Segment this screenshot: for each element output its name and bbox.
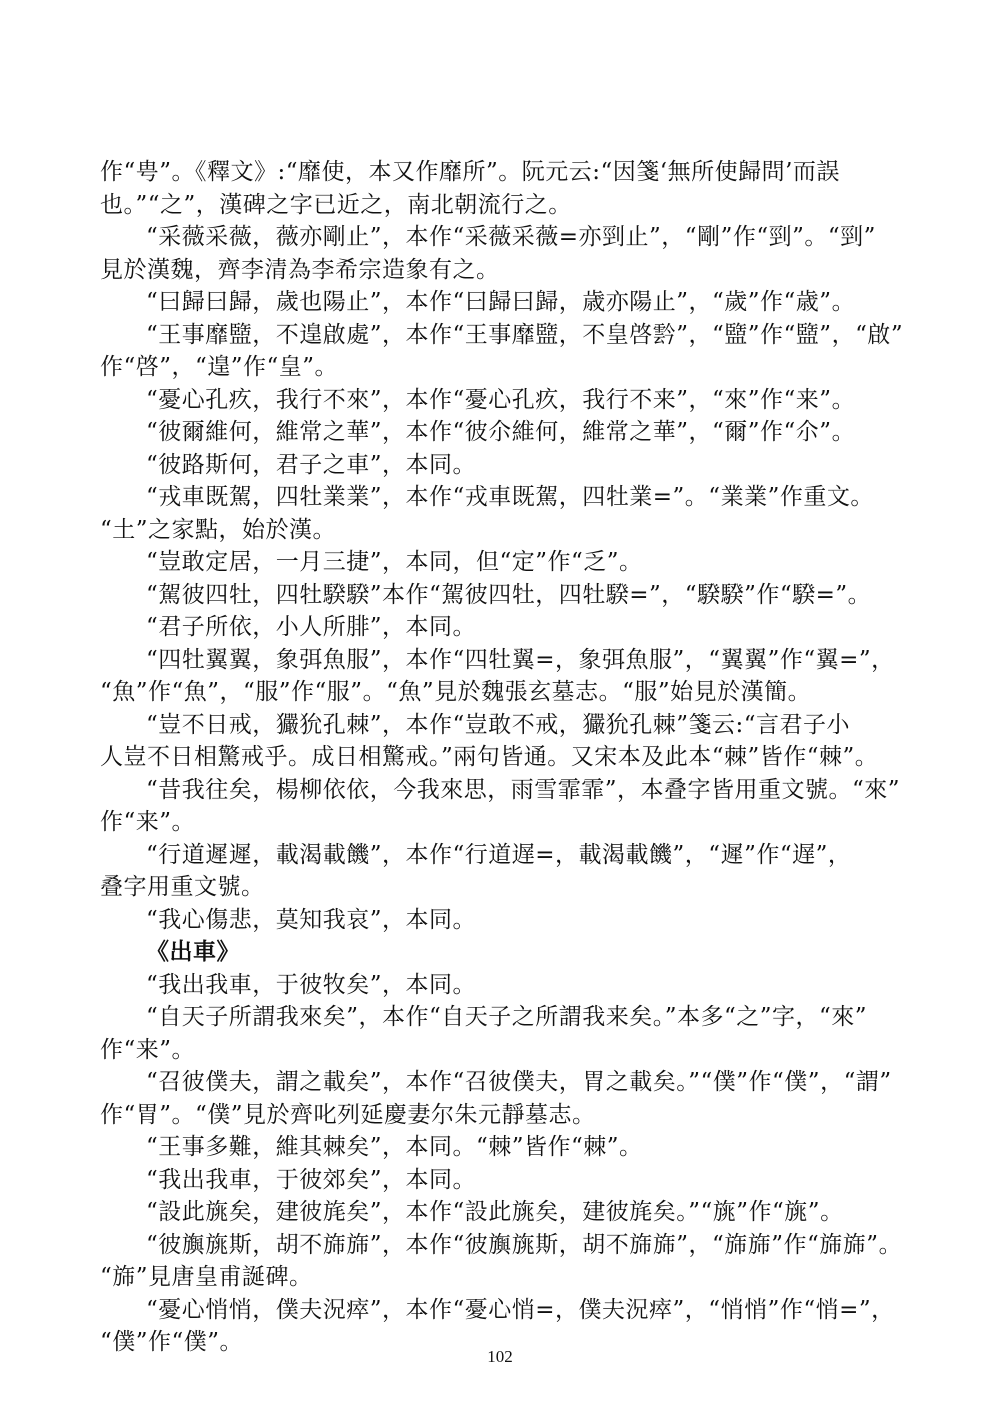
text-line: “彼路斯何，君子之車”，本同。 <box>146 451 477 478</box>
text-line: 也。”“之”，漢碑之字已近之，南北朝流行之。 <box>100 191 572 218</box>
text-line: “僕”作“僕”。 <box>100 1329 244 1355</box>
text-line: 見於漢魏，齊李清為李希宗造象有之。 <box>100 256 500 283</box>
text-line: “王事靡盬，不遑啟處”，本作“王事靡盬，不皇啓霒”，“盬”作“盬”，“啟” <box>146 321 904 348</box>
text-line: “昔我往矣，楊柳依依，今我來思，雨雪霏霏”，本叠字皆用重文號。“來” <box>146 776 901 803</box>
text-line: “憂心孔疚，我行不來”，本作“憂心孔疚，我行不来”，“來”作“来”。 <box>146 386 856 413</box>
page-body <box>100 156 904 1359</box>
text-line: “魚”作“魚”，“服”作“服”。“魚”見於魏張玄墓志。“服”始見於漢簡。 <box>100 679 812 705</box>
page-number: 102 <box>487 1347 513 1366</box>
text-line: 作“胃”。“僕”見於齊叱列延慶妻尔朱元靜墓志。 <box>100 1101 596 1128</box>
text-line: “設此旐矣，建彼旄矣”，本作“設此旐矣，建彼旄矣。”“旐”作“旐”。 <box>146 1199 844 1225</box>
text-line: “我出我車，于彼牧矣”，本同。 <box>146 971 477 998</box>
text-line: “豈不日戒，玁狁孔棘”，本作“豈敢不戒，玁狁孔棘”箋云:“言君子小 <box>146 711 851 738</box>
section-heading: 《出車》 <box>146 938 240 965</box>
text-line: 作“来”。 <box>100 809 196 835</box>
text-line: “君子所依，小人所腓”，本同。 <box>146 614 477 640</box>
text-line: 叠字用重文號。 <box>100 874 265 900</box>
text-line: “曰歸曰歸，歲也陽止”，本作“曰歸曰歸，歳亦陽止”，“歲”作“歳”。 <box>146 289 856 315</box>
text-line: “憂心悄悄，僕夫況瘁”，本作“憂心悄=，僕夫況瘁”，“悄悄”作“悄=”， <box>146 1296 895 1323</box>
text-line: “我心傷悲，莫知我哀”，本同。 <box>146 906 477 933</box>
text-line: 作“甹”。《釋文》:“靡使，本又作靡所”。阮元云:“因箋‘無所使歸問’而誤 <box>100 159 840 185</box>
text-line: “我出我車，于彼郊矣”，本同。 <box>146 1166 477 1193</box>
text-line: “旆”見唐皇甫誕碑。 <box>100 1264 313 1290</box>
text-line: “四牡翼翼，象弭魚服”，本作“四牡翼=，象弭魚服”，“翼翼”作“翼=”， <box>146 646 895 673</box>
text-line: “豈敢定居，一月三捷”，本同，但“定”作“乏”。 <box>146 549 643 575</box>
text-line: 人豈不日相驚戒乎。成日相驚戒。”兩句皆通。又宋本及此本“棘”皆作“棘”。 <box>100 744 879 770</box>
text-line: “召彼僕夫，謂之載矣”，本作“召彼僕夫，胃之載矣。”“僕”作“僕”，“謂” <box>146 1069 892 1095</box>
text-line: “土”之家點，始於漢。 <box>100 516 337 543</box>
text-line: “彼爾維何，維常之華”，本作“彼尒維何，維常之華”，“爾”作“尒”。 <box>146 419 856 445</box>
text-line: “戎車既駕，四牡業業”，本作“戎車既駕，四牡業=”。“業業”作重文。 <box>146 484 874 510</box>
text-line: “自天子所謂我來矣”，本作“自天子之所謂我来矣。”本多“之”字，“來” <box>146 1004 868 1030</box>
text-line: “駕彼四牡，四牡騤騤”本作“駕彼四牡，四牡騤=”，“騤騤”作“騤=”。 <box>146 581 872 608</box>
text-line: 作“啓”，“遑”作“皇”。 <box>100 354 339 380</box>
text-line: 作“来”。 <box>100 1036 196 1063</box>
text-line: “彼旟旐斯，胡不旆旆”，本作“彼旟旐斯，胡不旆旆”，“旆旆”作“旆旆”。 <box>146 1231 903 1258</box>
text-line: “采薇采薇，薇亦剛止”，本作“采薇采薇=亦剄止”，“剛”作“剄”。“剄” <box>146 224 876 250</box>
text-line: “王事多難，維其棘矣”，本同。“棘”皆作“棘”。 <box>146 1134 643 1160</box>
text-line: “行道遲遲，載渴載饑”，本作“行道遅=，載渴載饑”，“遲”作“遅”， <box>146 841 852 868</box>
